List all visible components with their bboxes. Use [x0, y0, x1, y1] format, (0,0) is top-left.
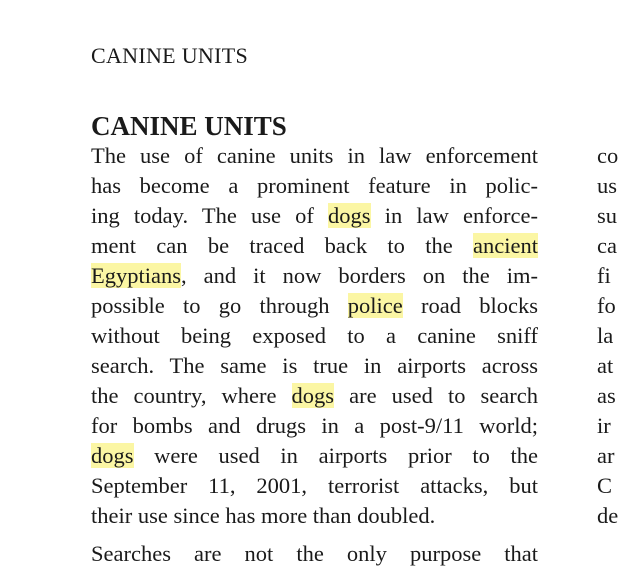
text-run: in law enforce- [370, 203, 538, 228]
column-fragment: de [597, 503, 619, 528]
text-run: for bombs and drugs in a post-9/11 world; [91, 413, 538, 438]
highlighted-term: Egyptians [91, 263, 181, 288]
highlighted-term: police [347, 293, 403, 318]
column-fragment: as [597, 383, 616, 408]
running-header: CANINE UNITS [91, 43, 248, 68]
text-line [91, 441, 538, 471]
text-line [91, 539, 538, 569]
text-line [91, 321, 538, 351]
text-run: ment can be traced back to the [91, 233, 474, 258]
highlighted-term: ancient [473, 233, 538, 258]
text-run: without being exposed to a canine sniff [91, 323, 538, 348]
text-run: search. The same is true in airports across [91, 353, 538, 378]
text-line [91, 471, 538, 501]
article-title: CANINE UNITS [91, 111, 287, 141]
column-fragment: fo [597, 293, 616, 318]
text-line [91, 291, 538, 321]
text-run: their use since has more than doubled. [91, 503, 436, 528]
text-line [91, 171, 538, 201]
text-line [91, 261, 538, 291]
text-run: Searches are not the only purpose that [91, 541, 538, 566]
text-run: road blocks [402, 293, 538, 318]
text-run: has become a prominent feature in polic- [91, 173, 538, 198]
highlighted-term: dogs [291, 383, 335, 408]
text-run: are used to search [334, 383, 538, 408]
text-line [91, 501, 538, 531]
text-run: September 11, 2001, terrorist attacks, but [91, 473, 538, 498]
text-line [91, 141, 538, 171]
column-fragment: C [597, 473, 613, 498]
text-run: The use of canine units in law enforcement [91, 143, 538, 168]
column-fragment: su [597, 203, 618, 228]
text-line [91, 411, 538, 441]
text-line [91, 381, 538, 411]
highlighted-term: dogs [328, 203, 371, 228]
column-fragment: ir [597, 413, 611, 438]
column-fragment: ar [597, 443, 615, 468]
text-run: , and it now borders on the im- [181, 263, 538, 288]
text-run: ing today. The use of [91, 203, 329, 228]
text-line [91, 201, 538, 231]
highlighted-term: dogs [91, 443, 134, 468]
text-line [91, 351, 538, 381]
text-run: possible to go through [91, 293, 348, 318]
column-fragment: fi [597, 263, 611, 288]
column-fragment: ca [597, 233, 617, 258]
text-run: the country, where [91, 383, 292, 408]
text-line [91, 231, 538, 261]
column-fragment: la [597, 323, 614, 348]
adjacent-column-fragments [597, 141, 637, 531]
article-body [91, 141, 538, 566]
column-fragment: at [597, 353, 614, 378]
column-fragment: us [597, 173, 618, 198]
column-fragment: co [597, 143, 619, 168]
text-run: were used in airports prior to the [133, 443, 538, 468]
